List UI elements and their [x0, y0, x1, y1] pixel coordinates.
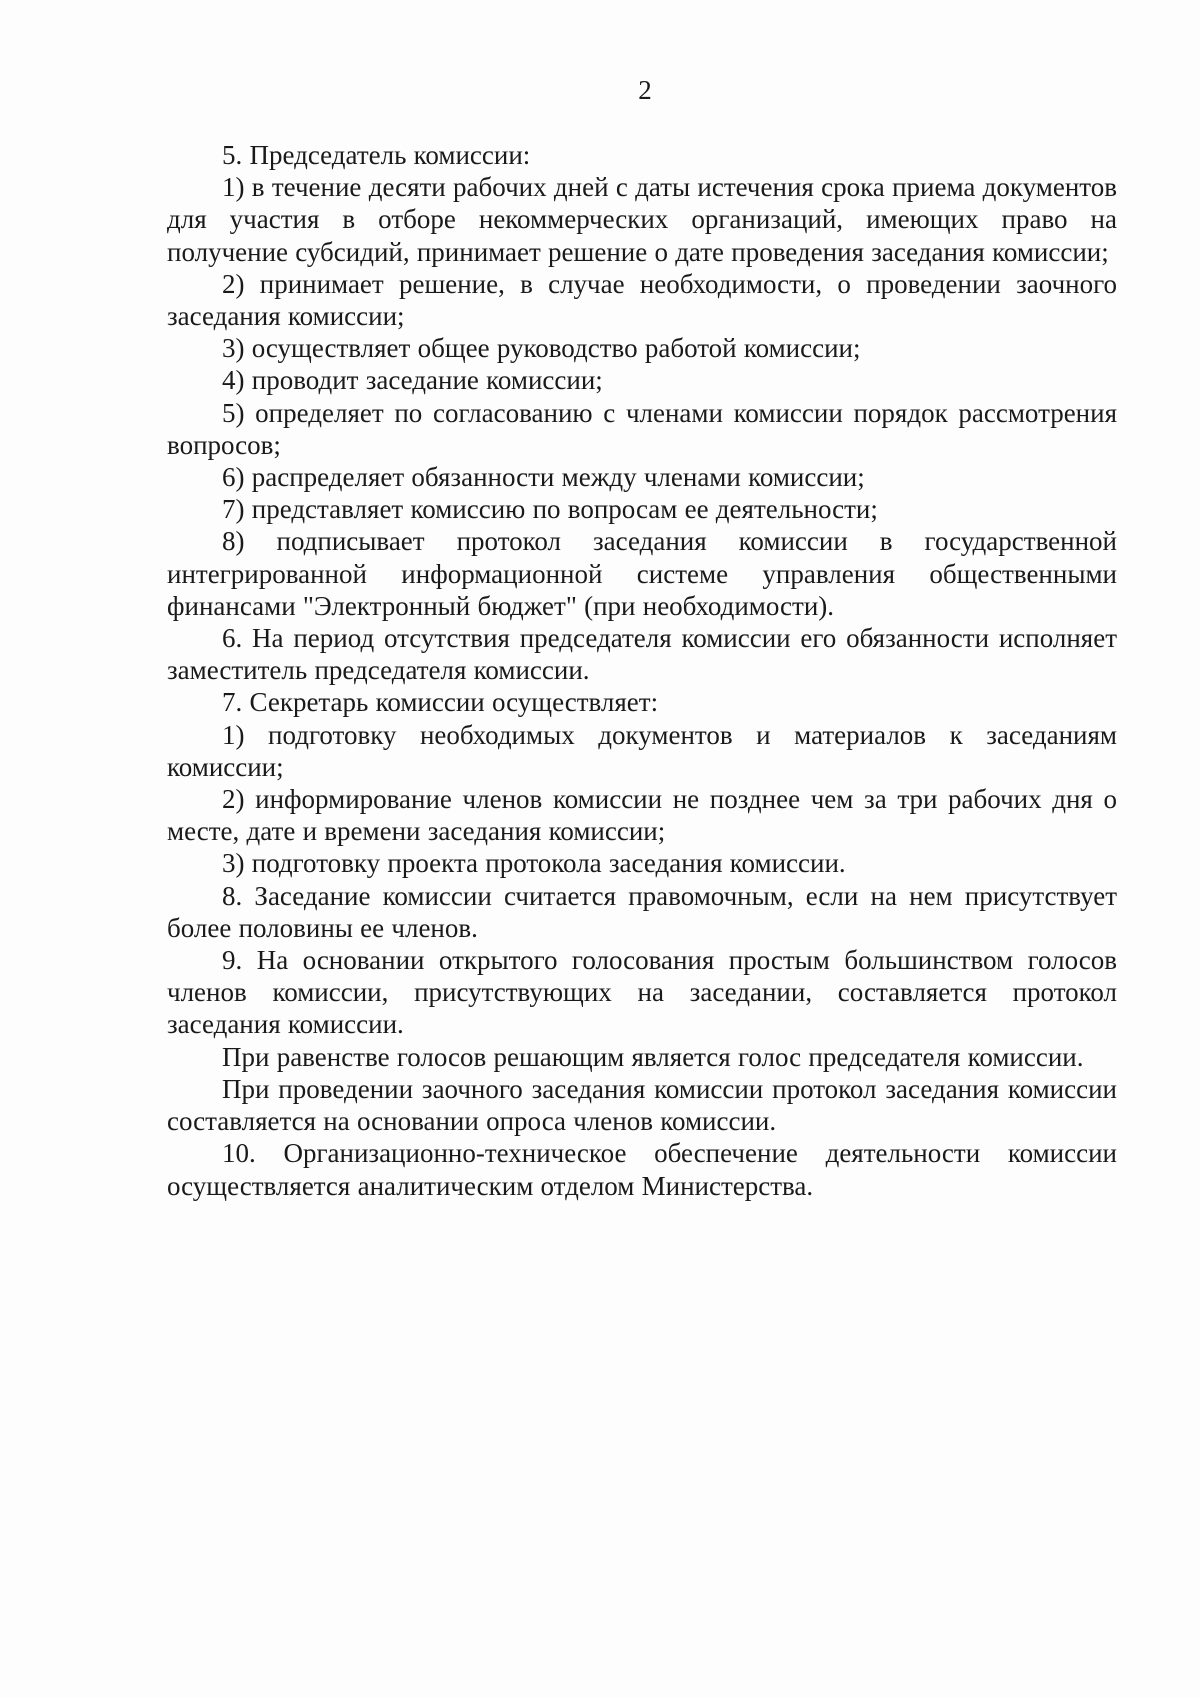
section-7-item-2: 2) информирование членов комиссии не позднее чем за три рабочих дня о месте, дате и времени заседания комиссии;: [167, 784, 1117, 847]
section-5-item-5: 5) определяет по согласованию с членами комиссии порядок рассмотрения вопросов;: [167, 397, 1117, 460]
section-5-item-4: 4) проводит заседание комиссии;: [222, 365, 603, 396]
section-6: 6. На период отсутствия председателя комиссии его обязанности исполняет заместитель председателя комиссии.: [167, 623, 1117, 686]
section-5-item-8: 8) подписывает протокол заседания комиссии в государственной интегрированной информационной системе управления общественными финансами "Электронный бюджет" (при необходимости).: [167, 526, 1117, 621]
section-5-item-1: 1) в течение десяти рабочих дней с даты истечения срока приема документов для участия в отборе некоммерческих организаций, имеющих право на получение субсидий, принимает решение о дате проведения заседания комиссии;: [167, 172, 1117, 267]
section-5-heading: 5. Председатель комиссии:: [222, 140, 531, 170]
section-5-item-6: 6) распределяет обязанности между членами комиссии;: [222, 462, 865, 493]
section-5-item-3: 3) осуществляет общее руководство работой комиссии;: [222, 333, 861, 364]
section-8: 8. Заседание комиссии считается правомочным, если на нем присутствует более половины ее членов.: [167, 880, 1117, 943]
page-number: 2: [638, 75, 652, 105]
section-5-item-2: 2) принимает решение, в случае необходимости, о проведении заочного заседания комиссии;: [167, 268, 1117, 332]
section-7-heading: 7. Секретарь комиссии осуществляет:: [222, 687, 659, 718]
section-7-item-3: 3) подготовку проекта протокола заседания комиссии.: [222, 848, 846, 879]
section-9-tie-rule: При равенстве голосов решающим является голос председателя комиссии.: [222, 1041, 1084, 1072]
section-10: 10. Организационно-техническое обеспечение деятельности комиссии осуществляется аналитическим отделом Министерства.: [167, 1138, 1117, 1201]
section-9: 9. На основании открытого голосования простым большинством голосов членов комиссии, присутствующих на заседании, составляется протокол заседания комиссии.: [167, 945, 1117, 1040]
document-body: [167, 139, 1117, 1202]
section-5-item-7: 7) представляет комиссию по вопросам ее деятельности;: [222, 494, 878, 525]
section-7-item-1: 1) подготовку необходимых документов и материалов к заседаниям комиссии;: [167, 719, 1117, 782]
section-9-absentee-rule: При проведении заочного заседания комиссии протокол заседания комиссии составляется на основании опроса членов комиссии.: [167, 1073, 1117, 1137]
